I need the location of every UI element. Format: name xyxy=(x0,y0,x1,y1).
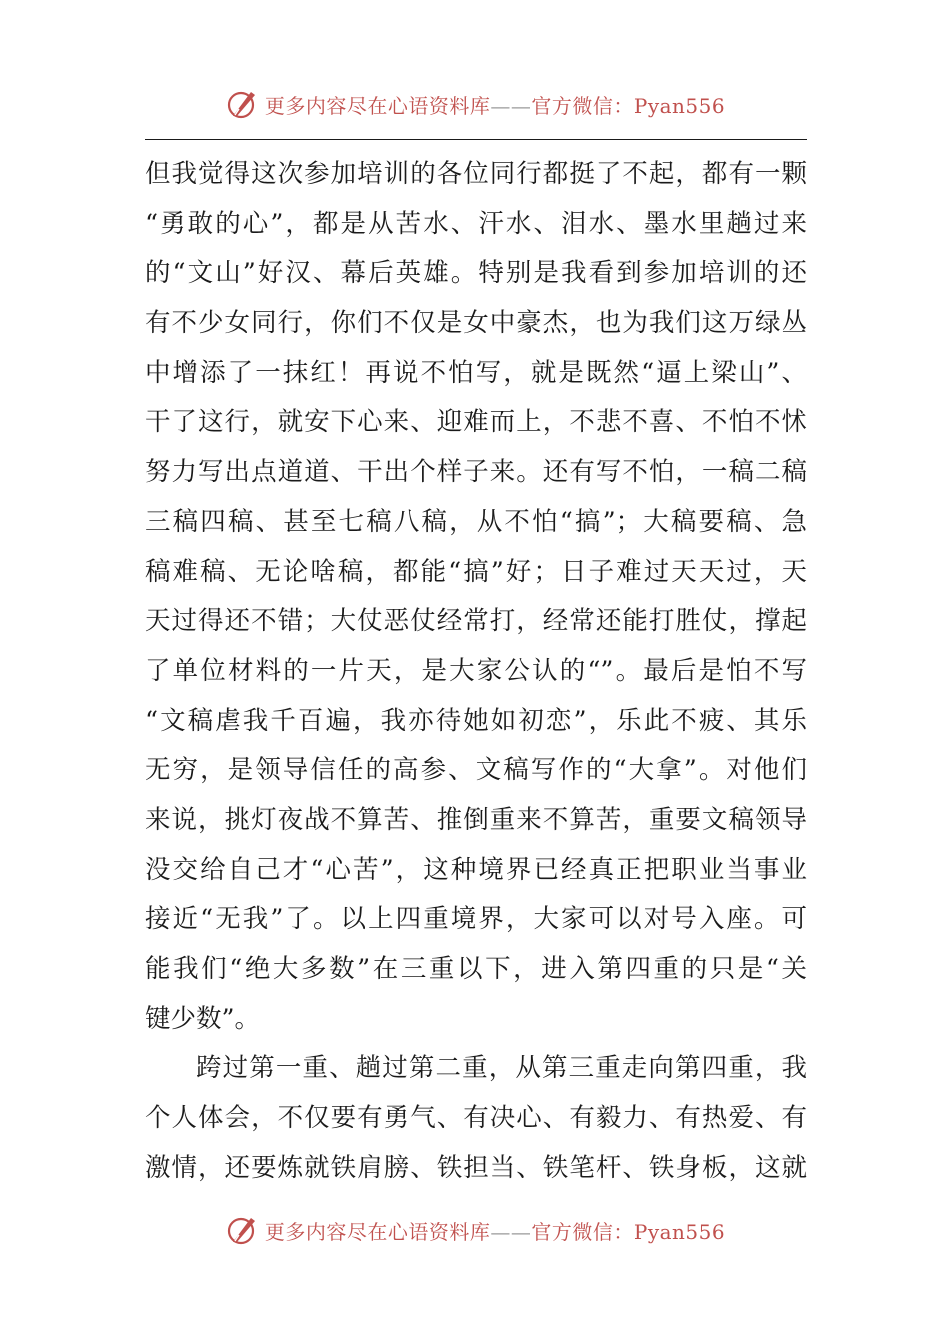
text-line: 的“文山”好汉、幕后英雄。特别是我看到参加培训的还 xyxy=(145,258,807,289)
header-banner xyxy=(0,84,950,124)
text-line: 接近“无我”了。以上四重境界，大家可以对号入座。可 xyxy=(145,904,807,935)
text-line: 干了这行，就安下心来、迎难而上，不悲不喜、不怕不怵 xyxy=(145,407,807,438)
document-body xyxy=(145,150,807,1193)
paragraph-first-line: 跨过第一重、趟过第二重，从第三重走向第四重，我 xyxy=(196,1053,807,1084)
text-line: 有不少女同行，你们不仅是女中豪杰，也为我们这万绿丛 xyxy=(145,308,807,339)
text-line: 但我觉得这次参加培训的各位同行都挺了不起，都有一颗 xyxy=(145,159,807,189)
text-line: 天过得还不错；大仗恶仗经常打，经常还能打胜仗，撑起 xyxy=(145,606,807,637)
text-line: 没交给自己才“心苦”，这种境界已经真正把职业当事业 xyxy=(145,854,807,885)
text-line: 无穷，是领导信任的高参、文稿写作的“大拿”。对他们 xyxy=(145,755,807,786)
text-line: 了单位材料的一片天，是大家公认的“”。最后是怕不写 xyxy=(145,655,807,686)
text-line: 能我们“绝大多数”在三重以下，进入第四重的只是“关 xyxy=(145,954,807,984)
footer-banner xyxy=(0,1210,950,1250)
text-line: 个人体会，不仅要有勇气、有决心、有毅力、有热爱、有 xyxy=(145,1103,807,1134)
text-line: 激情，还要炼就铁肩膀、铁担当、铁笔杆、铁身板，这就 xyxy=(145,1152,807,1183)
text-line: “勇敢的心”，都是从苦水、汗水、泪水、墨水里趟过来 xyxy=(145,208,807,239)
text-line: “文稿虐我千百遍，我亦待她如初恋”，乐此不疲、其乐 xyxy=(145,705,807,736)
text-line: 稿难稿、无论啥稿，都能“搞”好；日子难过天天过，天 xyxy=(145,556,807,587)
banner-text: 更多内容尽在心语资料库——官方微信：Pyan556 xyxy=(264,1219,726,1244)
text-line: 来说，挑灯夜战不算苦、推倒重来不算苦，重要文稿领导 xyxy=(145,804,807,835)
text-line: 三稿四稿、甚至七稿八稿，从不怕“搞”；大稿要稿、急 xyxy=(145,506,807,537)
quill-pen-icon xyxy=(225,86,261,122)
text-line: 努力写出点道道、干出个样子来。还有写不怕，一稿二稿 xyxy=(145,457,807,488)
header-divider xyxy=(145,139,807,140)
text-line: 中增添了一抹红！再说不怕写，就是既然“逼上梁山”、 xyxy=(145,357,807,388)
text-line: 键少数”。 xyxy=(145,1003,261,1034)
banner-text: 更多内容尽在心语资料库——官方微信：Pyan556 xyxy=(264,93,726,118)
quill-pen-icon xyxy=(225,1212,261,1248)
